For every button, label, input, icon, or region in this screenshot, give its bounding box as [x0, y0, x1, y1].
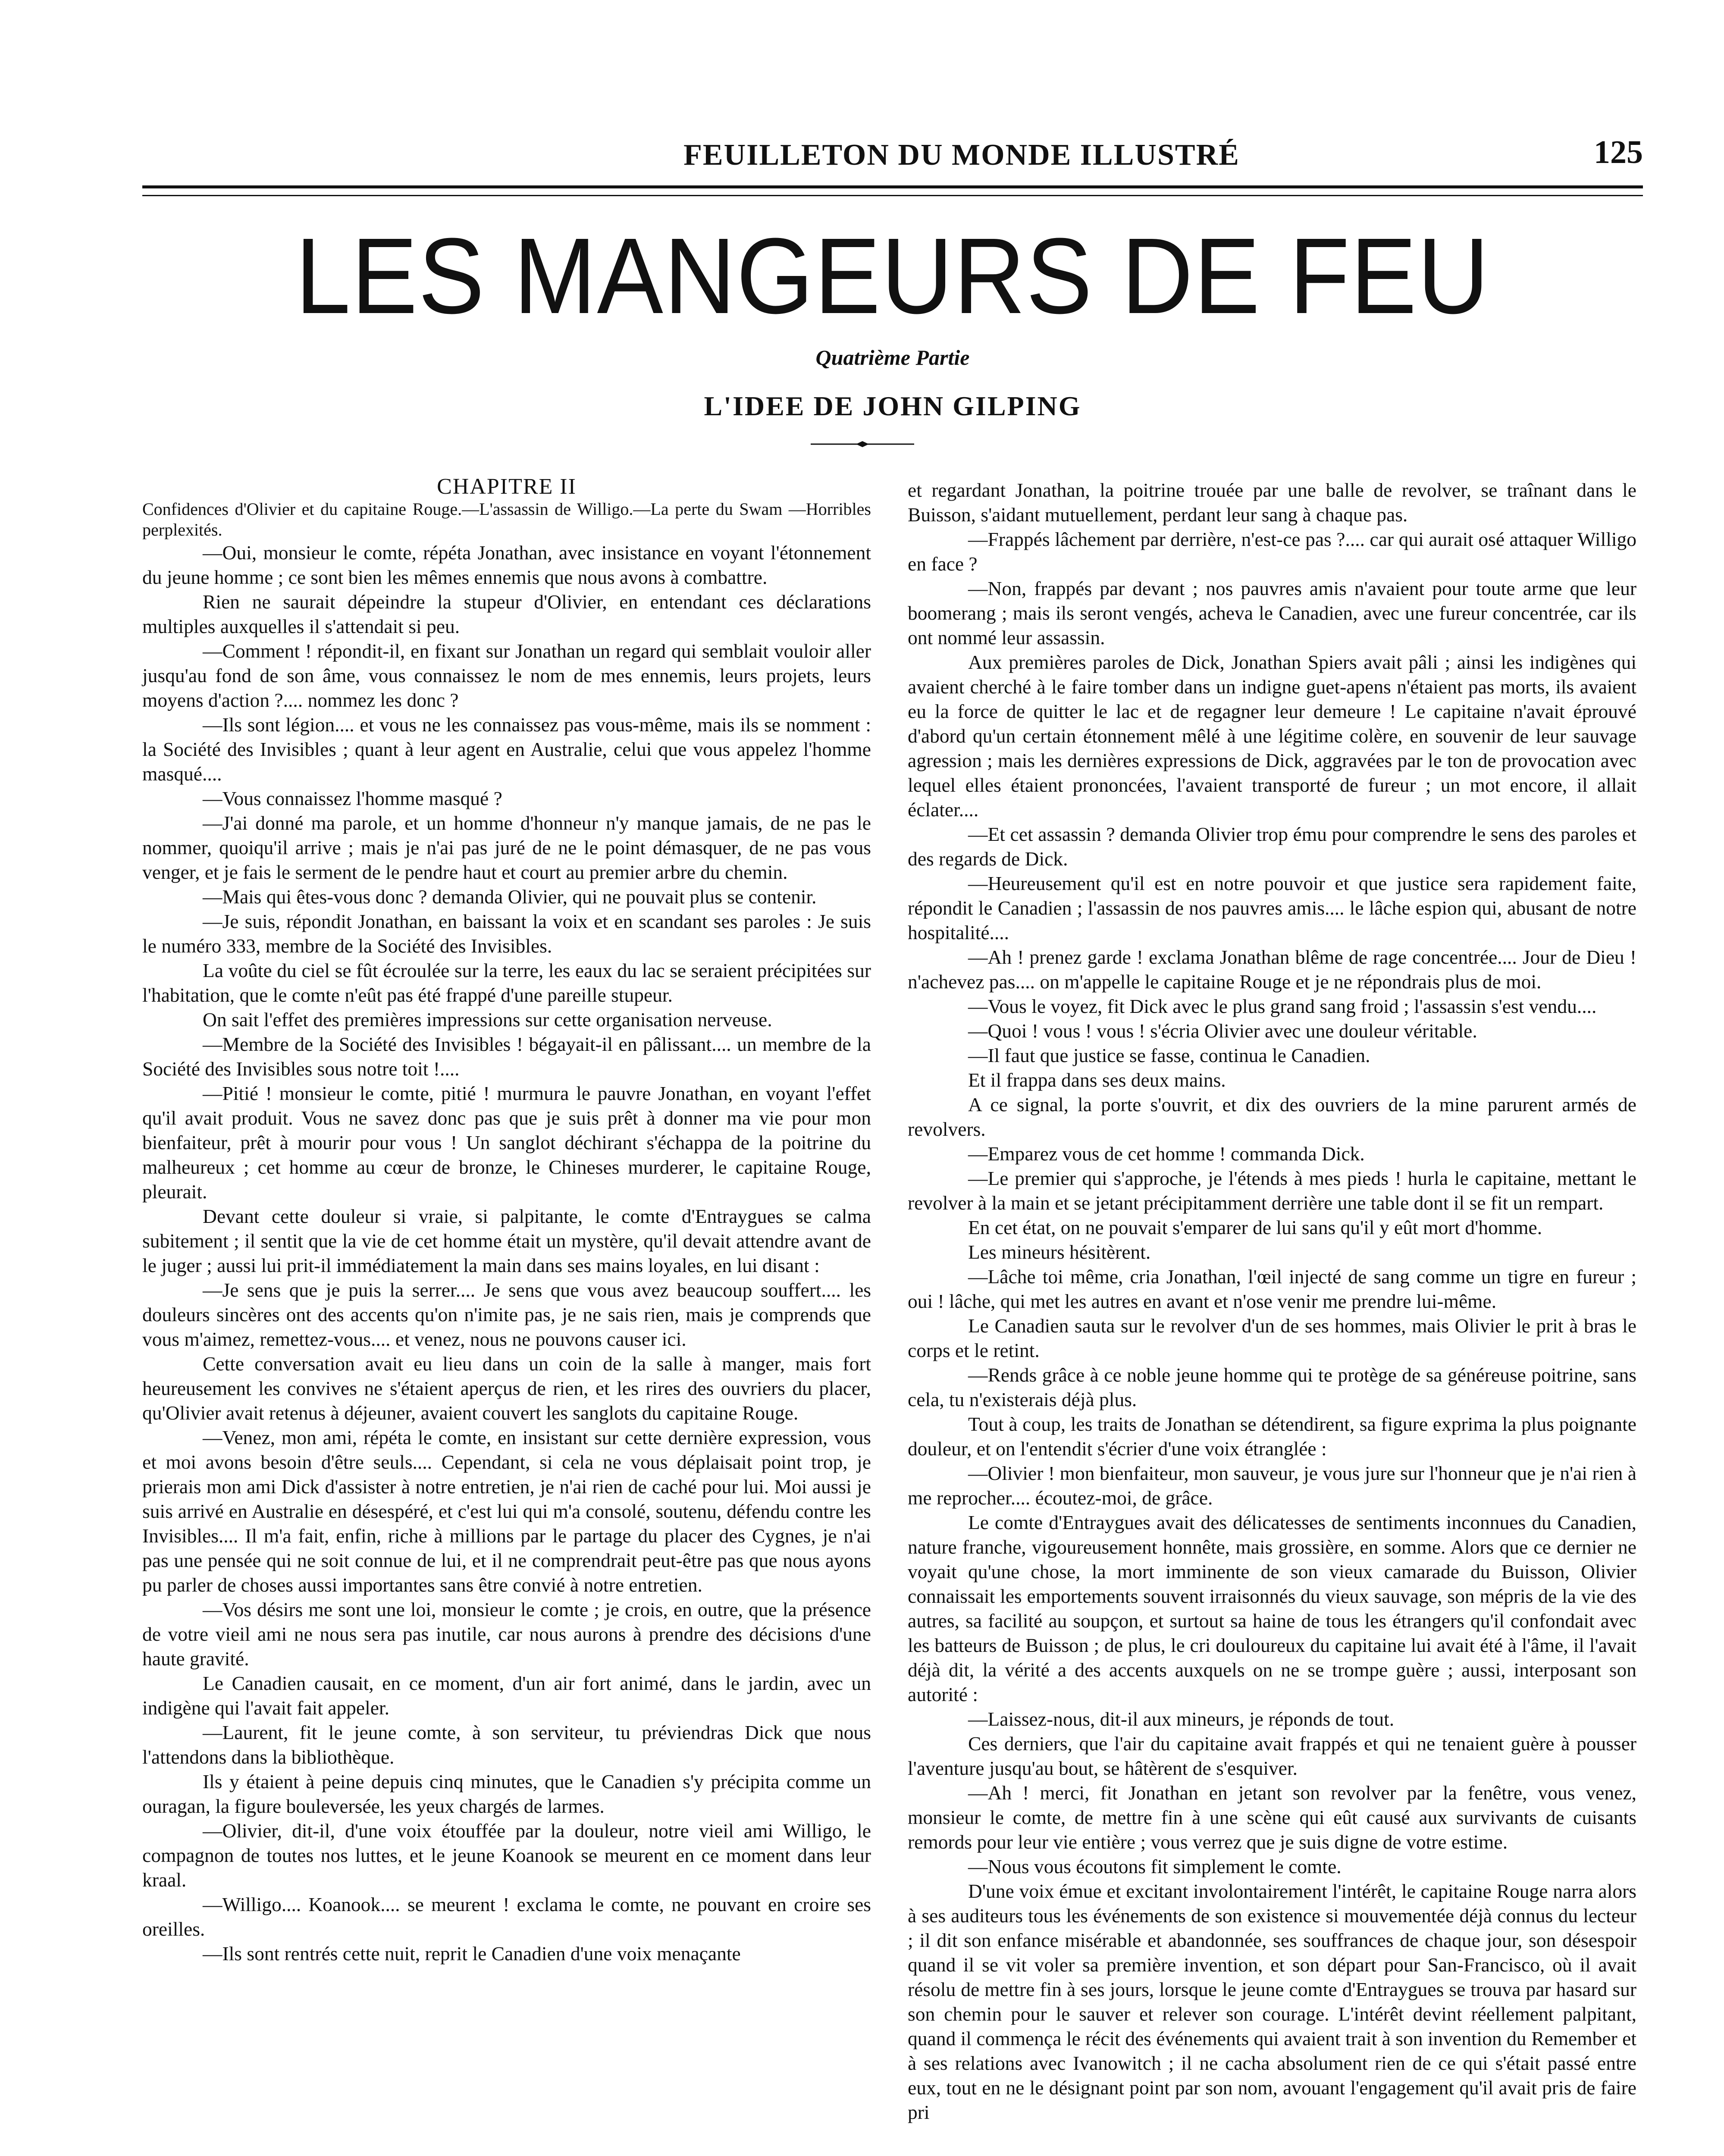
- paragraph: —Le premier qui s'approche, je l'étends à mes pieds ! hurla le capitaine, mettant le revolver à la main et se jetant précipitamment derrière une table dont il se fit un rempart.: [908, 1167, 1636, 1214]
- paragraph: La voûte du ciel se fût écroulée sur la terre, les eaux du lac se seraient précipitées sur l'habitation, que le comte n'eût pas été frappé d'une pareille stupeur.: [142, 959, 871, 1006]
- paragraph: Le comte d'Entraygues avait des délicatesses de sentiments inconnues du Canadien, nature franche, vigoureusement honnête, mais grossière, en somme. Alors que ce dernier ne voyait qu'une chose, la mort imminente de son vieux camarade du Buisson, Olivier connaissait les emportements souvent irraisonnés du vieux sauvage, son mépris de la vie des autres, sa facilité au soupçon, et surtout sa haine de tous les étrangers qu'il confondait avec les batteurs de Buisson ; de plus, le cri douloureux du capitaine lui avait été à l'âme, il l'avait déjà dit, la vérité a des accents auxquels on ne se trompe guère ; aussi, interposant son autorité :: [908, 1511, 1636, 1705]
- paragraph: —Quoi ! vous ! vous ! s'écria Olivier avec une douleur véritable.: [968, 1020, 1477, 1042]
- paragraph: Aux premières paroles de Dick, Jonathan Spiers avait pâli ; ainsi les indigènes qui avaient cherché à le faire tomber dans un indigne guet-apens n'étaient pas morts, ils avaient eu la force de quitter le lac et de regagner leur demeure ! Le capitaine n'avait éprouvé d'abord qu'un certain étonnement mêlé à une légitime colère, en souvenir de leur sauvage agression ; mais les dernières expressions de Dick, aggravées par le ton de provocation avec lequel elles étaient prononcées, l'avaient transporté de fureur ; un mot encore, il allait éclater....: [908, 651, 1636, 821]
- header-rule-thin: [142, 195, 1643, 196]
- paragraph: —Lâche toi même, cria Jonathan, l'œil injecté de sang comme un tigre en fureur ; oui ! lâche, qui met les autres en avant et n'ose venir me prendre lui-même.: [908, 1266, 1636, 1312]
- paragraph: —Laissez-nous, dit-il aux mineurs, je réponds de tout.: [968, 1708, 1395, 1730]
- paragraph: Cette conversation avait eu lieu dans un coin de la salle à manger, mais fort heureusement les convives ne s'étaient aperçus de rien, et les rires des ouvriers du placer, qu'Olivier avait retenus à déjeuner, avaient couvert les sanglots du capitaine Rouge.: [142, 1353, 871, 1424]
- paragraph: —Venez, mon ami, répéta le comte, en insistant sur cette dernière expression, vous et moi avons besoin d'être seuls.... Cependant, si cela ne vous déplaisait point trop, je prierais mon ami Dick d'assister à notre entretien, je n'ai rien de caché pour lui. Moi aussi je suis arrivé en Australie en désespéré, et c'est lui qui m'a consolé, soutenu, défendu contre les Invisibles.... Il m'a fait, enfin, riche à millions par le partage du placer des Cygnes, je n'ai pas une pensée qui ne soit connue de lui, et il ne comprendrait peut-être pas que nous ayons pu parler de choses aussi importantes sans être convié à notre entretien.: [142, 1426, 871, 1596]
- paragraph: Tout à coup, les traits de Jonathan se détendirent, sa figure exprima la plus poignante douleur, et on l'entendit s'écrier d'une voix étranglée :: [908, 1413, 1636, 1460]
- left-column: [142, 474, 871, 1966]
- paragraph: On sait l'effet des premières impressions sur cette organisation nerveuse.: [203, 1009, 772, 1031]
- paragraph: —Rends grâce à ce noble jeune homme qui te protège de sa généreuse poitrine, sans cela, tu n'existerais déjà plus.: [908, 1364, 1636, 1410]
- paragraph: —Comment ! répondit-il, en fixant sur Jonathan un regard qui semblait vouloir aller jusqu'au fond de son âme, vous connaissez le nom de mes ennemis, leurs projets, leurs moyens d'action ?.... nommez les donc ?: [142, 640, 871, 711]
- paragraph: Devant cette douleur si vraie, si palpitante, le comte d'Entraygues se calma subitement ; il sentit que la vie de cet homme était un mystère, qu'il devait attendre avant de le juger ; aussi lui prit-il immédiatement la main dans ses mains loyales, en lui disant :: [142, 1205, 871, 1276]
- ornament-divider: [811, 440, 914, 448]
- paragraph: —Pitié ! monsieur le comte, pitié ! murmura le pauvre Jonathan, en voyant l'effet qu'il avait produit. Vous ne savez donc pas que je suis prêt à donner ma vie pour mon bienfaiteur, prêt à mourir pour vous ! Un sanglot déchirant s'échappa de la poitrine du malheureux ; cet homme au cœur de bronze, le Chineses murderer, le capitaine Rouge, pleurait.: [142, 1082, 871, 1203]
- paragraph: Ces derniers, que l'air du capitaine avait frappés et qui ne tenaient guère à pousser l'aventure jusqu'au bout, se hâtèrent de s'esquiver.: [908, 1733, 1636, 1779]
- running-header: [142, 129, 1643, 172]
- paragraph: Ils y étaient à peine depuis cinq minutes, que le Canadien s'y précipita comme un ouragan, la figure bouleversée, les yeux chargés de larmes.: [142, 1771, 871, 1817]
- paragraph: —Vos désirs me sont une loi, monsieur le comte ; je crois, en outre, que la présence de votre vieil ami ne nous sera pas inutile, car nous aurons à prendre des décisions d'une haute gravité.: [142, 1598, 871, 1670]
- paragraph: —Olivier, dit-il, d'une voix étouffée par la douleur, notre vieil ami Willigo, le compagnon de toutes nos luttes, et le jeune Koanook se meurent en ce moment dans leur kraal.: [142, 1820, 871, 1891]
- paragraph: —Je suis, répondit Jonathan, en baissant la voix et en scandant ses paroles : Je suis le numéro 333, membre de la Société des Invisibles.: [142, 910, 871, 957]
- chapter-summary: Confidences d'Olivier et du capitaine Rouge.—L'assassin de Willigo.—La perte du Swam —Horribles perplexités.: [142, 499, 871, 539]
- paragraph: —Et cet assassin ? demanda Olivier trop ému pour comprendre le sens des paroles et des regards de Dick.: [908, 823, 1636, 870]
- header-rule: [142, 185, 1643, 188]
- page-number: 125: [1594, 134, 1643, 170]
- paragraph: En cet état, on ne pouvait s'emparer de lui sans qu'il y eût mort d'homme.: [968, 1216, 1542, 1238]
- paragraph: —Ils sont légion.... et vous ne les connaissez pas vous-même, mais ils se nomment : la Société des Invisibles ; quant à leur agent en Australie, celui que vous appelez l'homme masqué....: [142, 714, 871, 785]
- paragraph: —Emparez vous de cet homme ! commanda Dick.: [968, 1143, 1365, 1165]
- right-column: [908, 478, 1636, 2125]
- paragraph: —Laurent, fit le jeune comte, à son serviteur, tu préviendras Dick que nous l'attendons dans la bibliothèque.: [142, 1721, 871, 1768]
- paragraph: —Je sens que je puis la serrer.... Je sens que vous avez beaucoup souffert.... les douleurs sincères ont des accents qu'on n'imite pas, je ne sais rien, mais je comprends que vous m'aimez, remettez-vous.... et venez, nous ne pouvons causer ici.: [142, 1279, 871, 1350]
- running-title: FEUILLETON DU MONDE ILLUSTRÉ: [683, 138, 1240, 172]
- paragraph: —Willigo.... Koanook.... se meurent ! exclama le comte, ne pouvant en croire ses oreilles.: [142, 1893, 871, 1940]
- paragraph: —Mais qui êtes-vous donc ? demanda Olivier, qui ne pouvait plus se contenir.: [203, 886, 817, 908]
- paragraph: —Membre de la Société des Invisibles ! bégayait-il en pâlissant.... un membre de la Société des Invisibles sous notre toit !....: [142, 1033, 871, 1080]
- paragraph: —Ah ! merci, fit Jonathan en jetant son revolver par la fenêtre, vous venez, monsieur le comte, de mettre fin à une scène qui eût causé aux survivants de cuisants remords pour leur vie entière ; vous verrez que je suis digne de votre estime.: [908, 1782, 1636, 1853]
- paragraph: —Vous le voyez, fit Dick avec le plus grand sang froid ; l'assassin s'est vendu....: [968, 995, 1597, 1017]
- paragraph: —Oui, monsieur le comte, répéta Jonathan, avec insistance en voyant l'étonnement du jeune homme ; ce sont bien les mêmes ennemis que nous avons à combattre.: [142, 542, 871, 588]
- paragraph: —Il faut que justice se fasse, continua le Canadien.: [968, 1044, 1370, 1066]
- paragraph: Rien ne saurait dépeindre la stupeur d'Olivier, en entendant ces déclarations multiples auxquelles il s'attendait si peu.: [142, 591, 871, 637]
- paragraph: —Frappés lâchement par derrière, n'est-ce pas ?.... car qui aurait osé attaquer Willigo en face ?: [908, 528, 1636, 575]
- part-label: Quatrième Partie: [815, 345, 970, 370]
- paragraph: A ce signal, la porte s'ouvrit, et dix des ouvriers de la mine parurent armés de revolvers.: [908, 1094, 1636, 1140]
- paragraph: Et il frappa dans ses deux mains.: [968, 1069, 1226, 1091]
- paragraph: Le Canadien causait, en ce moment, d'un air fort animé, dans le jardin, avec un indigène qui l'avait fait appeler.: [142, 1672, 871, 1719]
- paragraph: et regardant Jonathan, la poitrine trouée par une balle de revolver, se traînant dans le Buisson, s'aidant mutuellement, perdant leur sang à chaque pas.: [908, 479, 1636, 526]
- paragraph: Les mineurs hésitèrent.: [968, 1241, 1151, 1263]
- main-title: LES MANGEURS DE FEU: [295, 216, 1490, 336]
- paragraph: D'une voix émue et excitant involontairement l'intérêt, le capitaine Rouge narra alors à ses auditeurs tous les événements de son existence si mouvementée déjà connus du lecteur ; il dit son enfance misérable et abandonnée, ses souffrances de chaque jour, son désespoir quand il se vit voler sa première invention, et son départ pour San-Francisco, où il avait résolu de mettre fin à ses jours, lorsque le jeune comte d'Entraygues se trouva par hasard sur son chemin pour le sauver et relever son courage. L'intérêt devint réellement palpitant, quand il commença le récit des événements qui avaient trait à son invention du Remember et à ses relations avec Ivanowitch ; il ne cacha absolument rien de ce qui s'était passé entre eux, tout en ne le désignant point par son nom, avouant l'engagement qu'il avait pris de faire pri: [908, 1880, 1636, 2123]
- right-paragraphs: [908, 478, 1636, 2125]
- paragraph: —Ah ! prenez garde ! exclama Jonathan blême de rage concentrée.... Jour de Dieu ! n'achevez pas.... on m'appelle le capitaine Rouge et je ne répondrais plus de moi.: [908, 946, 1636, 993]
- paragraph: —J'ai donné ma parole, et un homme d'honneur n'y manque jamais, de ne pas le nommer, quoiqu'il arrive ; mais je n'ai pas juré de ne le point démasquer, de ne pas vous venger, et je fais le serment de le pendre haut et court au premier arbre du chemin.: [142, 812, 871, 883]
- section-title: L'IDEE DE JOHN GILPING: [704, 391, 1081, 421]
- paragraph: Le Canadien sauta sur le revolver d'un de ses hommes, mais Olivier le prit à bras le corps et le retint.: [908, 1315, 1636, 1361]
- left-paragraphs: [142, 540, 871, 1966]
- paragraph: —Vous connaissez l'homme masqué ?: [203, 787, 502, 809]
- paragraph: —Heureusement qu'il est en notre pouvoir et que justice sera rapidement faite, répondit le Canadien ; l'assassin de nos pauvres amis.... le lâche espion qui, abusant de notre hospitalité....: [908, 872, 1636, 943]
- paragraph: —Ils sont rentrés cette nuit, reprit le Canadien d'une voix menaçante: [203, 1943, 741, 1965]
- paragraph: —Non, frappés par devant ; nos pauvres amis n'avaient pour toute arme que leur boomerang ; mais ils seront vengés, acheva le Canadien, avec une fureur concentrée, car ils ont nommé leur assassin.: [908, 577, 1636, 649]
- chapter-heading: CHAPITRE II: [437, 474, 577, 499]
- paragraph: —Nous vous écoutons fit simplement le comte.: [968, 1855, 1342, 1877]
- paragraph: —Olivier ! mon bienfaiteur, mon sauveur, je vous jure sur l'honneur que je n'ai rien à me reprocher.... écoutez-moi, de grâce.: [908, 1462, 1636, 1509]
